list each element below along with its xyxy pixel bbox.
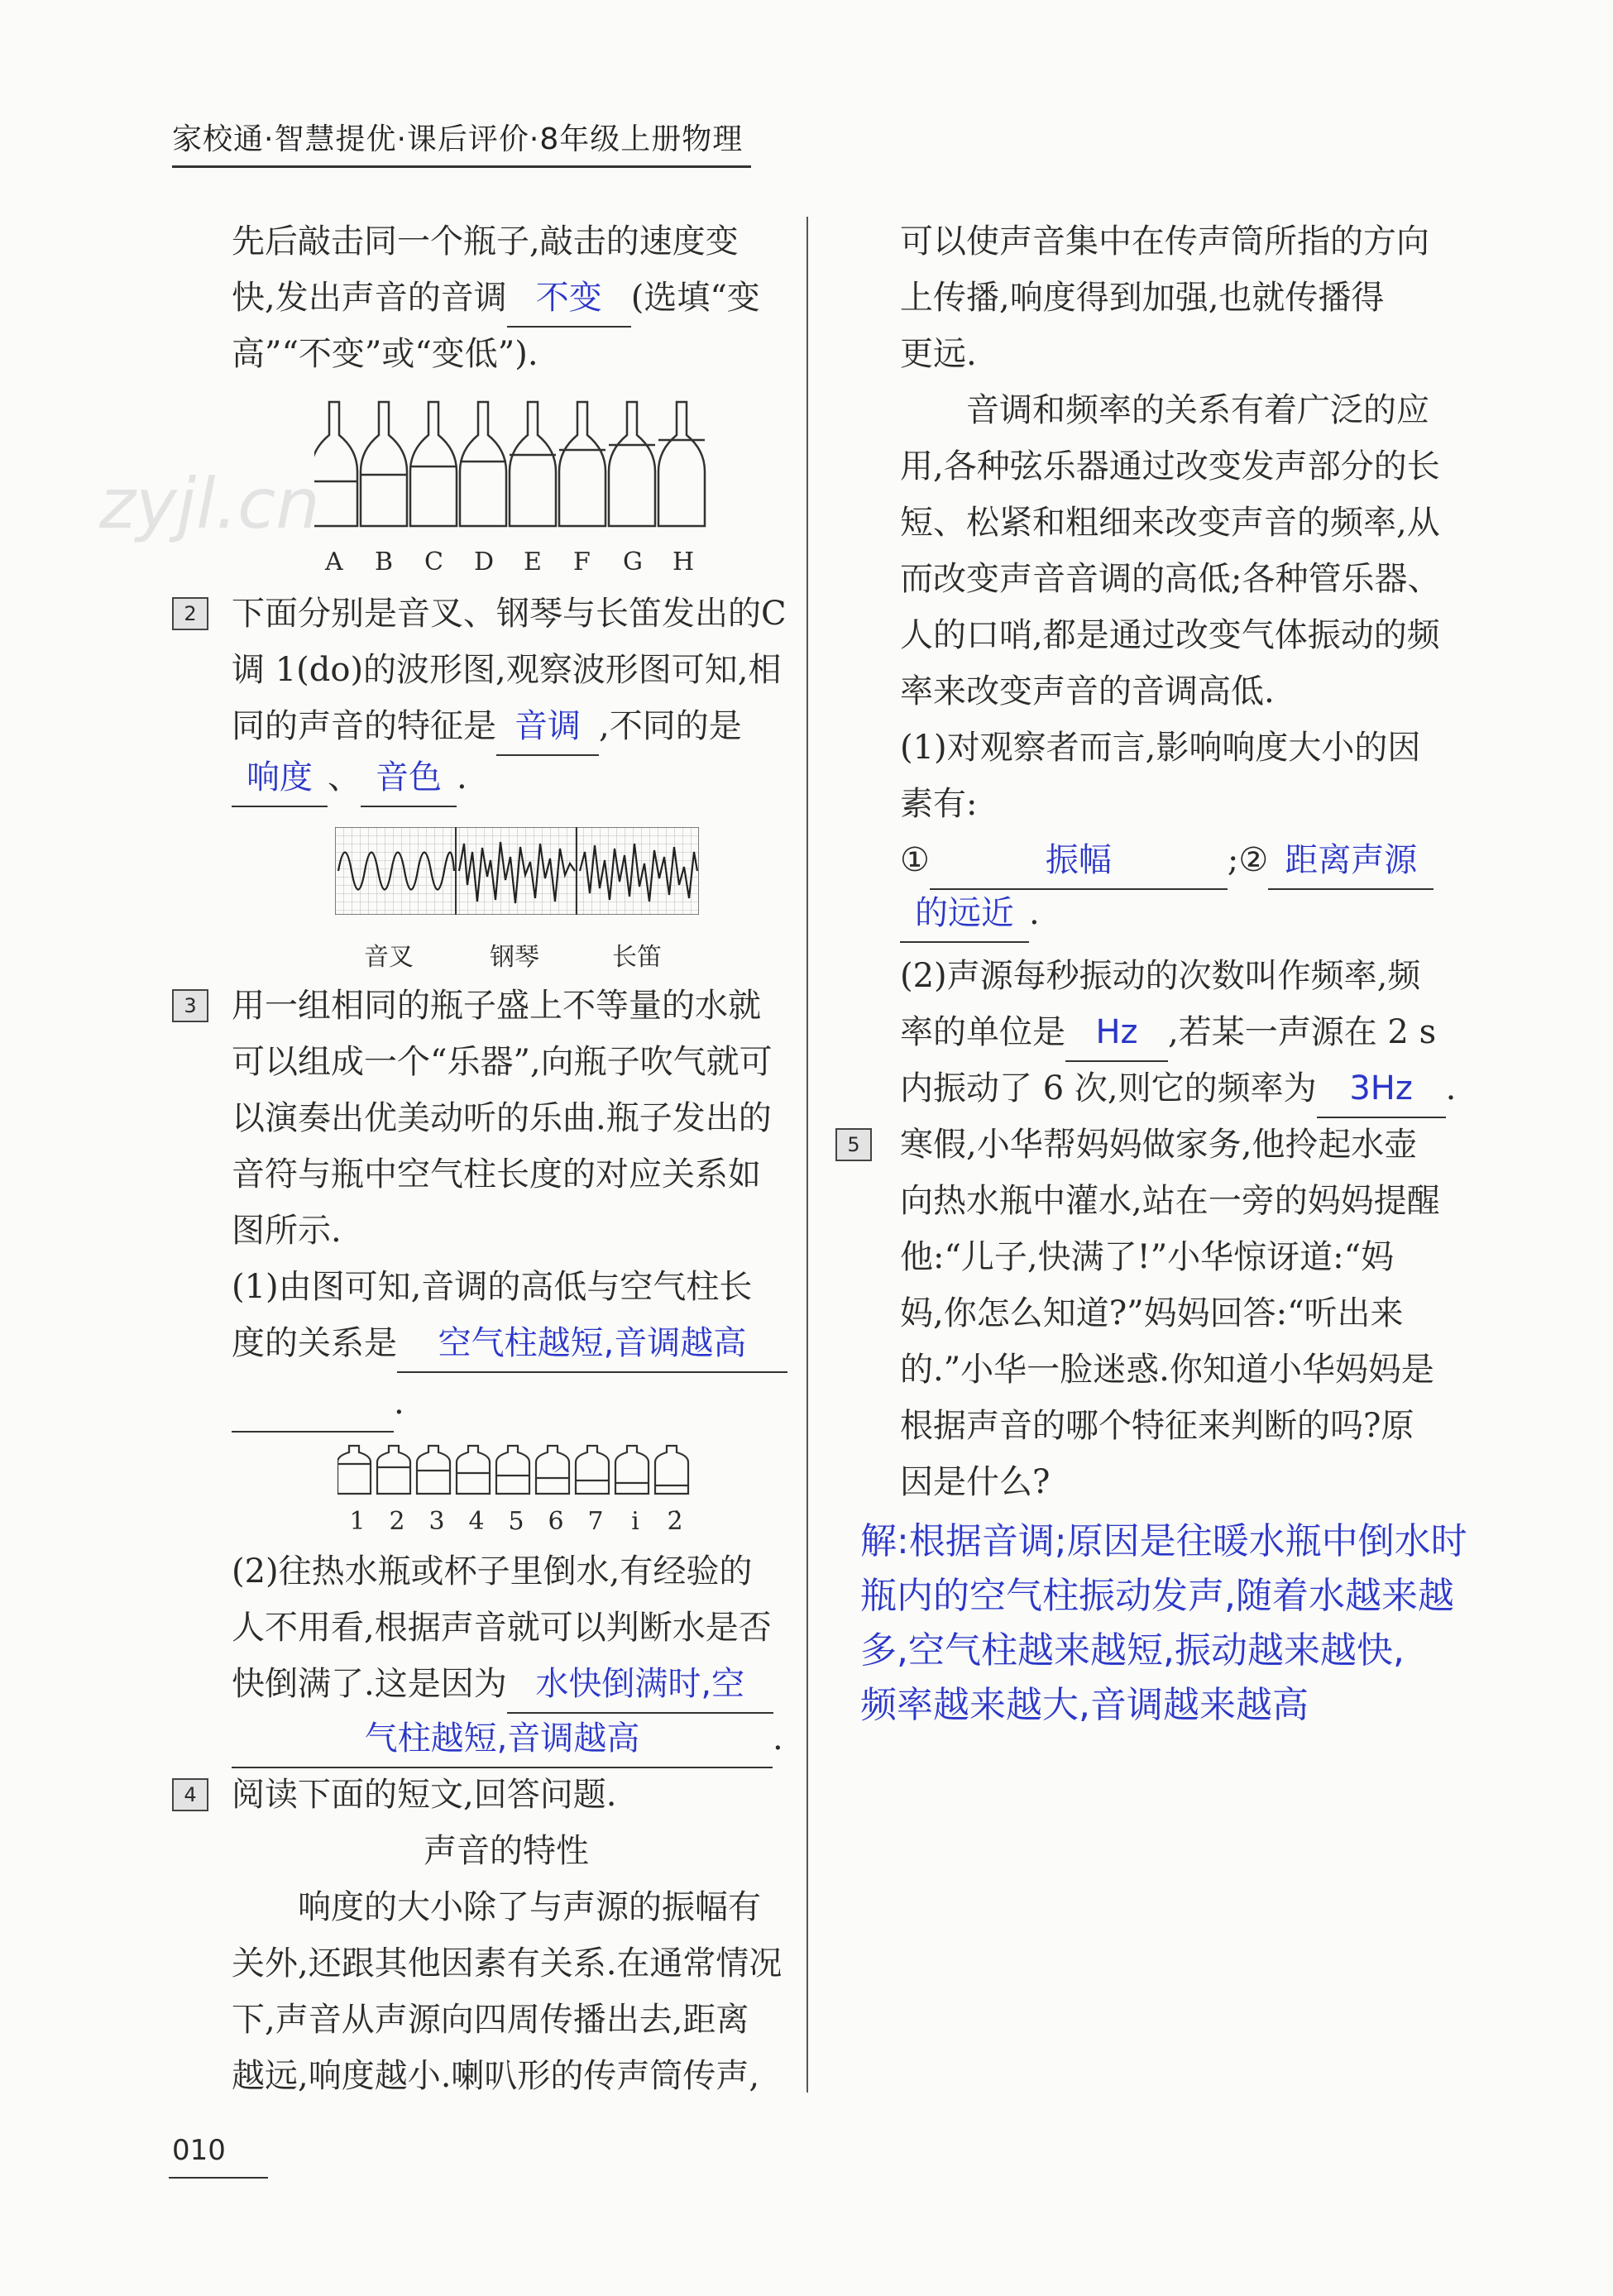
note-bottle-3: [417, 1446, 450, 1494]
q4-sub1-blank-3: [900, 885, 1029, 943]
q1-answer: 不变: [535, 279, 602, 317]
q3-sub1-blank: [397, 1315, 787, 1373]
q4-passage-line: 更远.: [900, 335, 977, 373]
bottle-f: [559, 402, 605, 526]
q2-text-b: ,不同的是: [599, 707, 742, 745]
note-label: 2̇: [667, 1507, 683, 1536]
q2-line-1: 下面分别是音叉、钢琴与长笛发出的C: [232, 595, 787, 633]
note-bottle-8: [615, 1446, 649, 1494]
wave-label-tuning-fork: 音叉: [364, 943, 414, 972]
bottle-label: G: [623, 548, 643, 576]
q5-line: 妈,你怎么知道?”妈妈回答:“听出来: [900, 1294, 1404, 1332]
q4-sub2-blank-freq: [1317, 1060, 1446, 1118]
q4-sub1-answer-2b: 的远近: [915, 894, 1014, 932]
bottle-b: [361, 402, 407, 526]
q4-passage-line: 音调和频率的关系有着广泛的应: [966, 391, 1429, 429]
q3-sub2-blank-2: [232, 1710, 773, 1768]
note-labels: [337, 1494, 695, 1550]
q4-sub2-text-c: 内振动了 6 次,则它的频率为: [900, 1069, 1317, 1107]
bottle-label: D: [474, 548, 495, 576]
bottle-g: [609, 402, 655, 526]
q5-line: 的.”小华一脸迷惑.你知道小华妈妈是: [900, 1351, 1434, 1389]
waveform-figure: [335, 827, 699, 915]
note-bottle-1: [337, 1446, 371, 1494]
q3-sub2-answer-2: 气柱越短,音调越高: [364, 1720, 640, 1758]
q4-passage-line: 上传播,响度得到加强,也就传播得: [900, 279, 1385, 317]
q4-sub1-line-2: 素有:: [900, 785, 978, 823]
bottle-label: A: [325, 548, 343, 576]
q4-sub2-text-a: 率的单位是: [900, 1013, 1065, 1051]
q4-sub2-line-2: [900, 1004, 1436, 1062]
q3-line-1: 用一组相同的瓶子盛上不等量的水就: [232, 987, 761, 1025]
q3-line-4: 音符与瓶中空气柱长度的对应关系如: [232, 1155, 761, 1193]
q1-text-a: 快,发出声音的音调: [232, 279, 507, 317]
question-number-3: 3: [172, 989, 208, 1022]
q2-line-4: [232, 749, 467, 807]
q4-sub1-mark-2: ;②: [1227, 841, 1269, 879]
bottle-label: C: [424, 548, 443, 576]
q3-sub1-answer: 空气柱越短,音调越高: [438, 1324, 747, 1362]
question-number-5: 5: [835, 1128, 872, 1161]
q4-prompt: 阅读下面的短文,回答问题.: [232, 1776, 617, 1814]
bottle-h: [658, 402, 705, 526]
q2-line-3: [232, 698, 742, 756]
q2-answer-diff-1: 响度: [246, 758, 313, 796]
q5-answer-line: 解:根据音调;原因是往暖水瓶中倒水时: [860, 1520, 1467, 1562]
note-bottle-7: [576, 1446, 609, 1494]
q1-text-b: (选填“变: [630, 279, 760, 317]
note-label: 6: [548, 1507, 564, 1536]
header-rule: [172, 165, 751, 168]
q4-sub1-mark-1: ①: [900, 841, 930, 879]
q3-sub2-line-2: 人不用看,根据声音就可以判断水是否: [232, 1609, 772, 1647]
wave-label-piano: 钢琴: [490, 943, 539, 972]
q4-sub2-line-1: (2)声源每秒振动的次数叫作频率,频: [900, 957, 1421, 995]
q3-sub1-line-2: [232, 1315, 787, 1373]
q2-answer-same: 音调: [515, 707, 581, 745]
q2-period: .: [457, 758, 467, 796]
question-number-2: 2: [172, 597, 208, 630]
note-label: 3: [428, 1507, 445, 1536]
q3-sub2-line-3: [232, 1656, 773, 1714]
q1-line-3: 高”“不变”或“变低”).: [232, 335, 538, 373]
note-bottle-5: [496, 1446, 529, 1494]
q4-passage-line: 下,声音从声源向四周传播出去,距离: [232, 2001, 749, 2039]
q2-sep: 、: [328, 758, 361, 796]
bottle-d: [460, 402, 506, 526]
q1-line-2: [232, 270, 760, 328]
q4-sub1-line-4: 的远近 .: [900, 885, 1040, 943]
bottle-label: F: [573, 548, 591, 576]
q3-line-5: 图所示.: [232, 1212, 342, 1250]
q5-line: 寒假,小华帮妈妈做家务,他拎起水壶: [900, 1126, 1418, 1164]
q3-sub2-answer-1: 水快倒满时,空: [535, 1665, 745, 1703]
q4-sub1-answer-1: 振幅: [1045, 841, 1112, 879]
q2-blank-diff-2: [361, 749, 457, 807]
q3-sub1-text: 度的关系是: [232, 1324, 397, 1362]
q2-text-a: 同的声音的特征是: [232, 707, 496, 745]
q4-passage-title: 声音的特性: [424, 1832, 589, 1870]
note-bottles-figure: [337, 1444, 693, 1495]
note-bottle-4: [457, 1446, 490, 1494]
q5-answer-line: 多,空气柱越来越短,振动越来越快,: [860, 1629, 1405, 1672]
note-bottle-6: [536, 1446, 569, 1494]
q4-passage-line: 率来改变声音的音调高低.: [900, 672, 1275, 710]
q4-passage-line: 短、松紧和粗细来改变声音的频率,从: [900, 504, 1440, 542]
q2-blank-diff-1: [232, 749, 328, 807]
q4-sub1-blank-2: [1268, 832, 1434, 890]
bottles-figure: [314, 399, 711, 531]
bottle-a: [314, 402, 357, 526]
q1-line-1: 先后敲击同一个瓶子,敲击的速度变: [232, 222, 739, 261]
q5-line: 他:“儿子,快满了!”小华惊讶道:“妈: [900, 1238, 1395, 1276]
note-label: 1: [349, 1507, 366, 1536]
waveform-grid: [335, 827, 699, 915]
page-number: 010: [172, 2134, 226, 2167]
q3-line-3: 以演奏出优美动听的乐曲.瓶子发出的: [232, 1099, 772, 1137]
q2-line-2: 调 1(do)的波形图,观察波形图可知,相: [232, 651, 782, 689]
q5-answer-line: 瓶内的空气柱振动发声,随着水越来越: [860, 1575, 1454, 1617]
wave-label-flute: 长笛: [612, 943, 662, 972]
q5-answer-line: 频率越来越大,音调越来越高: [860, 1684, 1309, 1726]
bottle-label: H: [672, 548, 695, 576]
q4-passage-line: 响度的大小除了与声源的振幅有: [298, 1888, 761, 1926]
q5-line: 根据声音的哪个特征来判断的吗?原: [900, 1407, 1414, 1445]
q4-passage-line: 用,各种弦乐器通过改变发声部分的长: [900, 447, 1440, 486]
q4-passage-line: 可以使声音集中在传声筒所指的方向: [900, 222, 1429, 261]
q3-sub1-line-1: (1)由图可知,音调的高低与空气柱长: [232, 1268, 753, 1306]
q2-answer-diff-2: 音色: [376, 758, 442, 796]
q3-line-2: 可以组成一个“乐器”,向瓶子吹气就可: [232, 1043, 773, 1081]
q4-sub1-blank-1: [930, 832, 1228, 890]
q4-sub2-answer-unit: Hz: [1095, 1013, 1138, 1051]
q4-passage-line: 关外,还跟其他因素有关系.在通常情况: [232, 1944, 783, 1983]
q3-sub1-blank-cont: [232, 1375, 394, 1433]
bottle-c: [410, 402, 457, 526]
q4-sub1-answer-2a: 距离声源: [1285, 841, 1418, 879]
watermark: zyjl.cn: [99, 463, 320, 544]
column-divider: [806, 217, 808, 2093]
page-header: 家校通·智慧提优·课后评价·8年级上册物理: [172, 122, 744, 156]
q4-passage-line: 越远,响度越小.喇叭形的传声筒传声,: [232, 2057, 760, 2095]
note-label: 5: [508, 1507, 524, 1536]
note-bottle-2: [377, 1446, 410, 1494]
q3-sub2-text: 快倒满了.这是因为: [232, 1665, 507, 1703]
q4-sub1-line-3: [900, 832, 1434, 890]
q4-sub2-text-b: ,若某一声源在 2 s: [1168, 1013, 1437, 1051]
bottle-label: B: [375, 548, 394, 576]
q4-passage-line: 人的口哨,都是通过改变气体振动的频: [900, 616, 1440, 654]
note-bottle-9: [655, 1446, 688, 1494]
q3-sub2-blank-1: [507, 1656, 773, 1714]
note-label: 7: [587, 1507, 604, 1536]
q4-passage-line: 而改变声音音调的高低;各种管乐器、: [900, 560, 1441, 598]
bottle-label: E: [524, 548, 542, 576]
q3-sub2-line-1: (2)往热水瓶或杯子里倒水,有经验的: [232, 1552, 753, 1590]
page-number-rule: [169, 2177, 268, 2179]
q4-sub2-blank-unit: [1065, 1004, 1168, 1062]
q4-sub1-line-1: (1)对观察者而言,影响响度大小的因: [900, 729, 1421, 767]
q5-line: 向热水瓶中灌水,站在一旁的妈妈提醒: [900, 1182, 1440, 1220]
bottle-e: [510, 402, 556, 526]
q1-blank: [507, 270, 631, 328]
question-number-4: 4: [172, 1778, 208, 1811]
q4-sub2-line-3: 内振动了 6 次,则它的频率为 3Hz .: [900, 1060, 1456, 1118]
note-label: 2: [389, 1507, 405, 1536]
note-label: i: [631, 1507, 639, 1536]
q5-line: 因是什么?: [900, 1463, 1051, 1501]
q2-blank-same: [496, 698, 599, 756]
q3-sub1-line-3: .: [232, 1375, 404, 1433]
q4-sub2-answer-freq: 3Hz: [1349, 1069, 1413, 1107]
q3-sub2-line-4: 气柱越短,音调越高 .: [232, 1710, 783, 1768]
note-label: 4: [468, 1507, 485, 1536]
bottle-labels: [325, 534, 722, 591]
